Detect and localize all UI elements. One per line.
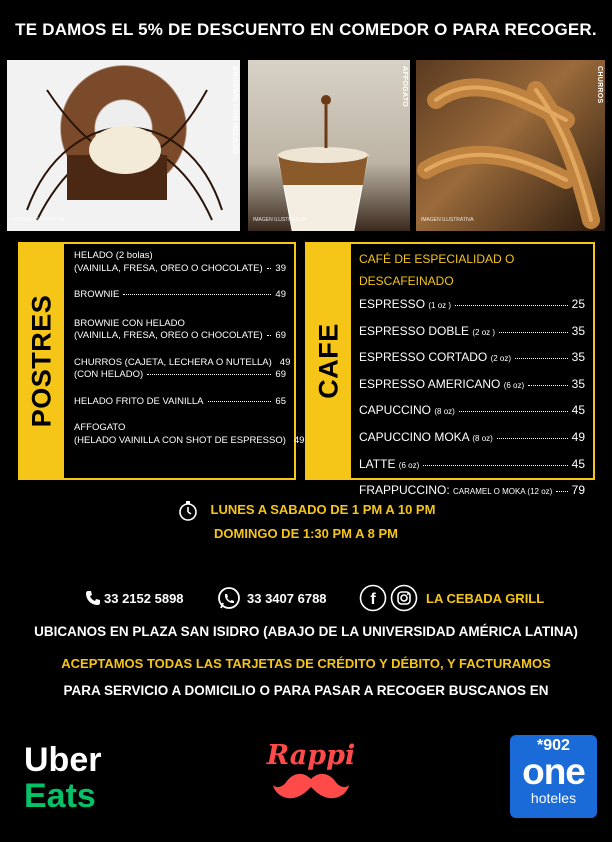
cafe-title: CAFE <box>313 323 344 399</box>
item-price: 65 <box>275 395 286 407</box>
item-price: 79 <box>571 483 585 498</box>
menu-item <box>359 319 585 346</box>
item-size: (6 oz) <box>398 460 420 470</box>
churros-illustration <box>416 60 605 231</box>
whatsapp-icon <box>216 586 242 610</box>
item-detail: (CON HELADO) <box>74 369 144 380</box>
item-price: 69 <box>275 369 286 380</box>
item-size: (1 oz ) <box>428 301 452 310</box>
photo-brownie <box>7 60 240 231</box>
item-name: FRAPPUCCINO: <box>359 483 450 498</box>
item-price: 49 <box>293 434 305 446</box>
photo-caption: IMAGEN ILUSTRATIVA <box>253 217 306 223</box>
item-price: 39 <box>275 262 286 274</box>
phone-number: 33 2152 5898 <box>104 590 184 606</box>
menu-item <box>359 398 585 425</box>
clock-icon <box>177 500 199 522</box>
item-name: ESPRESSO CORTADO <box>359 350 488 365</box>
postres-tab <box>20 244 64 478</box>
item-size: CARAMEL O MOKA (12 oz) <box>453 487 553 497</box>
menu-item <box>74 356 291 382</box>
item-price: 49 <box>279 356 291 368</box>
cafe-tab <box>307 244 351 478</box>
item-detail: (VAINILLA, FRESA, OREO O CHOCOLATE) <box>74 330 263 341</box>
menu-item <box>74 318 286 343</box>
postres-title: POSTRES <box>26 294 57 428</box>
menu-item <box>359 345 585 372</box>
one-subtitle: hoteles <box>530 790 577 806</box>
affogato-illustration <box>248 60 410 231</box>
item-size: (8 oz) <box>434 407 455 417</box>
photo-label-affogato: AFFOGATO <box>401 66 408 108</box>
hours-sunday: DOMINGO DE 1:30 PM A 8 PM <box>214 526 398 541</box>
delivery-text: PARA SERVICIO A DOMICILIO O PARA PASAR A RECOGER BUSCANOS EN <box>63 683 549 698</box>
item-name: AFFOGATO <box>74 422 126 433</box>
menu-item <box>74 250 286 275</box>
facebook-icon[interactable] <box>359 584 387 612</box>
discount-header: TE DAMOS EL 5% DE DESCUENTO EN COMEDOR O PARA RECOGER. <box>15 20 597 39</box>
item-name: CAPUCCINO <box>359 403 432 418</box>
item-price: 45 <box>571 456 585 471</box>
hours-weekdays: LUNES A SABADO DE 1 PM A 10 PM <box>210 502 436 517</box>
item-name: HELADO FRITO DE VAINILLA <box>74 395 204 407</box>
item-price: 69 <box>275 330 286 341</box>
902-one-logo[interactable] <box>510 735 597 818</box>
photo-churros <box>416 60 605 231</box>
menu-item <box>74 396 286 409</box>
uber-eats-logo[interactable] <box>24 742 101 814</box>
rappi-wordmark: Rappi <box>266 740 356 771</box>
menu-item <box>359 292 585 319</box>
item-size: (8 oz) <box>472 433 493 443</box>
menu-item <box>359 372 585 399</box>
item-name: ESPRESSO <box>359 297 426 311</box>
social-handle: LA CEBADA GRILL <box>426 590 545 606</box>
photo-affogato <box>248 60 410 231</box>
photo-caption: IMAGEN ILUSTRATIVA <box>12 217 65 223</box>
cafe-menu <box>305 242 595 498</box>
item-price: 45 <box>571 403 585 418</box>
item-price: 35 <box>571 376 585 391</box>
photo-label-brownie: BROWNIE CON HELADO <box>231 66 238 155</box>
item-price: 25 <box>571 297 585 311</box>
item-name: LATTE <box>359 456 396 471</box>
svg-text:f: f <box>370 591 376 608</box>
item-size: (2 oz ) <box>472 327 496 337</box>
menu-item <box>74 422 305 447</box>
rappi-logo[interactable] <box>265 740 357 806</box>
opening-hours <box>0 498 612 546</box>
whatsapp-number: 33 3407 6788 <box>247 590 327 606</box>
instagram-icon[interactable] <box>390 584 418 612</box>
item-name: ESPRESSO DOBLE <box>359 323 470 338</box>
item-price: 35 <box>571 323 585 338</box>
phone-contact[interactable] <box>85 586 184 610</box>
menu-item <box>359 452 585 479</box>
item-name: ESPRESSO AMERICANO <box>359 376 501 391</box>
address-text: UBICANOS EN PLAZA SAN ISIDRO (ABAJO DE LA UNIVERSIDAD AMÉRICA LATINA) <box>34 624 578 639</box>
brownie-illustration <box>7 60 240 231</box>
menu-item <box>359 425 585 452</box>
item-detail: (VAINILLA, FRESA, OREO O CHOCOLATE) <box>74 262 263 274</box>
cards-text: ACEPTAMOS TODAS LAS TARJETAS DE CRÉDITO Y DÉBITO, Y FACTURAMOS <box>61 656 551 671</box>
social-contact[interactable] <box>359 586 544 610</box>
mustache-icon <box>273 771 349 801</box>
item-price: 49 <box>275 289 286 300</box>
contact-bar <box>0 586 612 610</box>
item-detail: (HELADO VAINILLA CON SHOT DE ESPRESSO) <box>74 434 286 446</box>
one-phone-prefix: *902 <box>537 737 570 754</box>
phone-icon <box>85 590 101 606</box>
photo-label-churros: CHURROS <box>596 66 603 104</box>
postres-menu <box>18 242 305 480</box>
whatsapp-contact[interactable] <box>216 586 327 610</box>
one-wordmark: one <box>522 751 585 792</box>
cafe-heading: CAFÉ DE ESPECIALIDAD O DESCAFEINADO <box>359 252 515 288</box>
item-name: BROWNIE CON HELADO <box>74 317 185 329</box>
menu-item <box>74 289 286 302</box>
item-name: HELADO (2 bolas) <box>74 250 153 261</box>
uber-logo-line1: Uber <box>24 741 102 779</box>
photo-caption: IMAGEN ILUSTRATIVA <box>421 217 474 223</box>
item-size: (2 oz) <box>490 354 512 364</box>
item-name: BROWNIE <box>74 289 120 300</box>
item-name: CHURROS (CAJETA, LECHERA O NUTELLA) <box>74 356 272 368</box>
item-name: CAPUCCINO MOKA <box>359 429 470 444</box>
item-price: 35 <box>571 350 585 365</box>
item-size: (6 oz) <box>503 380 525 390</box>
item-price: 49 <box>571 429 585 444</box>
uber-logo-line2: Eats <box>24 777 96 815</box>
